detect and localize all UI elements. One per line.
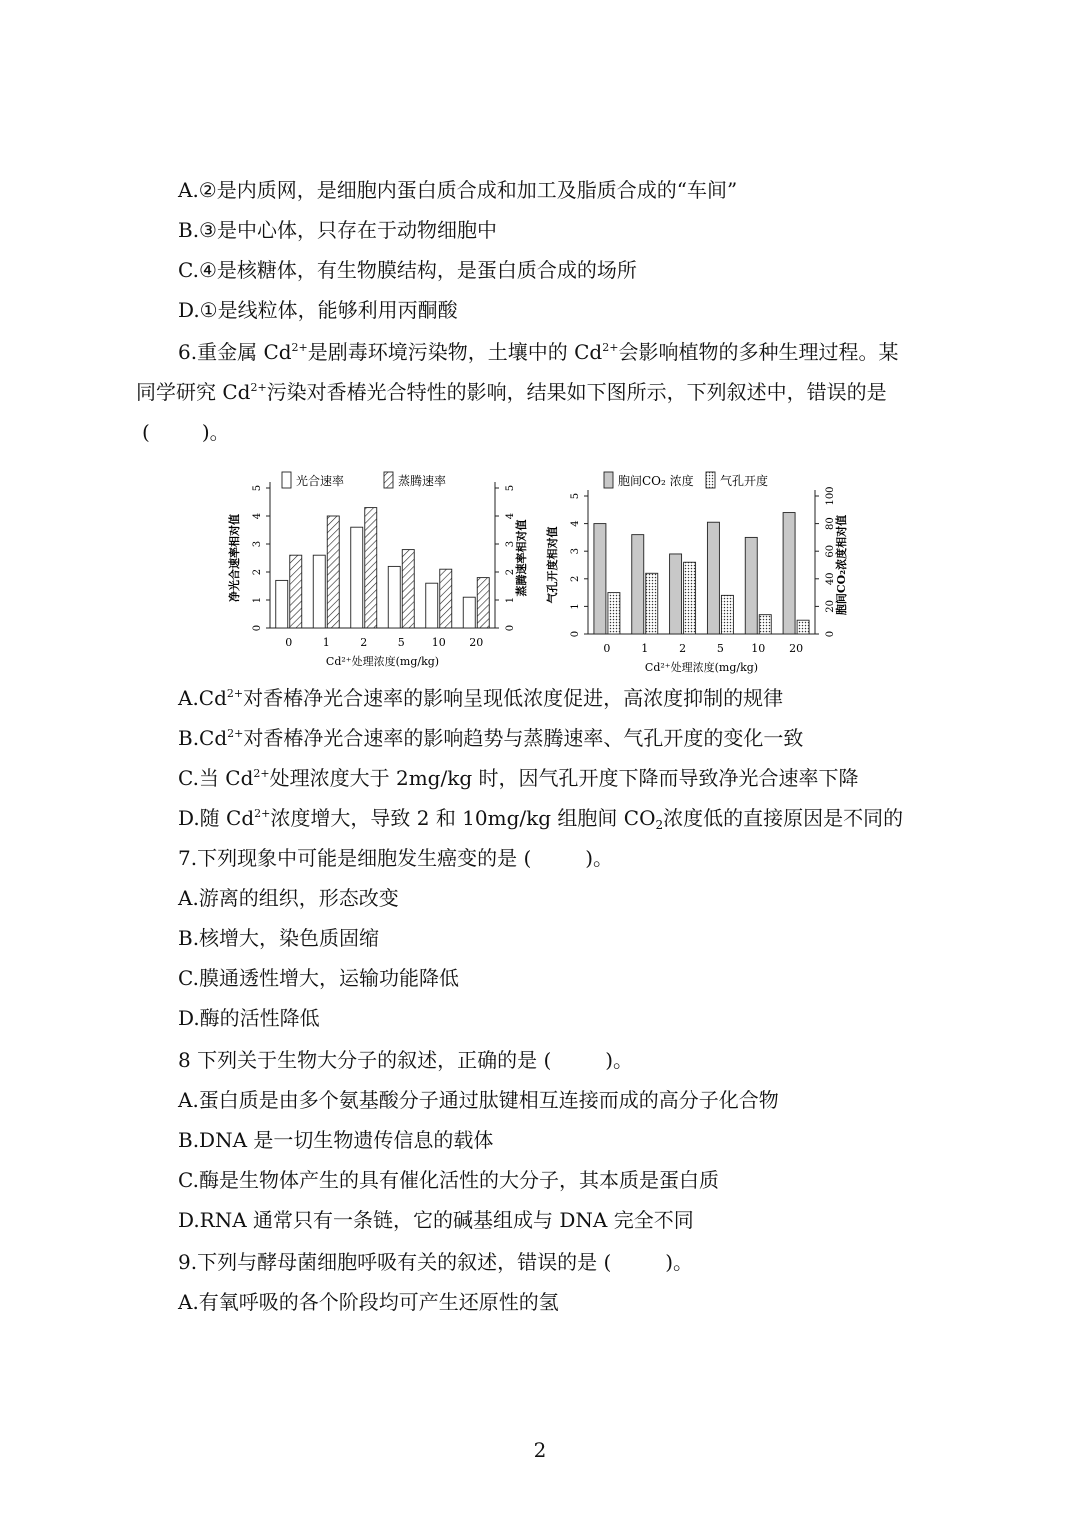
chart2-right-tick-label: 40 — [825, 572, 836, 586]
chart2-right-tick-label: 20 — [825, 600, 836, 613]
q5-option-b: B.③是中心体，只存在于动物细胞中 — [178, 218, 497, 242]
q9-option-a: A.有氧呼吸的各个阶段均可产生还原性的氢 — [178, 1290, 559, 1314]
q8-option-b: B.DNA 是一切生物遗传信息的载体 — [178, 1128, 494, 1152]
chart1-bar-open — [426, 583, 438, 628]
chart1-bar-hatch — [365, 508, 377, 628]
chart1-bar-open — [388, 566, 400, 628]
q6-answer-blank: ( )。 — [142, 420, 230, 444]
chart1-right-tick-label: 4 — [505, 512, 516, 520]
q8-option-c: C.酶是生物体产生的具有催化活性的大分子，其本质是蛋白质 — [178, 1168, 719, 1192]
q8-option-d: D.RNA 通常只有一条链，它的碱基组成与 DNA 完全不同 — [178, 1208, 694, 1232]
chart1-y-left-label: 净光合速率相对值 — [228, 514, 241, 602]
chart1-bar-hatch — [440, 569, 452, 628]
q9-stem: 9.下列与酵母菌细胞呼吸有关的叙述，错误的是 ( )。 — [178, 1250, 694, 1274]
chart1-bar-hatch — [290, 555, 302, 628]
chart2-bar-dots — [608, 593, 620, 634]
chart1-left-tick-label: 0 — [252, 624, 263, 632]
chart2-y-right-label: 胞间CO₂浓度相对值 — [835, 514, 848, 616]
chart2-legend-label: 气孔开度 — [720, 474, 769, 488]
q6-figure — [228, 462, 868, 674]
chart1-left-tick-label: 3 — [252, 540, 263, 548]
chart1-bar-open — [313, 555, 325, 628]
chart1-right-tick-label: 5 — [505, 484, 516, 492]
chart1-y-right-label: 蒸腾速率相对值 — [515, 519, 528, 597]
chart2-right-tick-label: 60 — [825, 544, 836, 558]
chart2-left-tick-label: 0 — [570, 630, 581, 638]
chart1-right-tick-label: 1 — [505, 596, 516, 604]
q7-option-d: D.酶的活性降低 — [178, 1006, 320, 1030]
chart2-bar-gray — [632, 535, 644, 634]
q8-option-a: A.蛋白质是由多个氨基酸分子通过肽键相互连接而成的高分子化合物 — [178, 1088, 779, 1112]
chart2-left-tick-label: 5 — [570, 492, 581, 500]
chart1-category-label: 20 — [469, 636, 484, 649]
chart2-right-tick-label: 100 — [825, 486, 836, 506]
chart1-category-label: 1 — [322, 636, 330, 649]
chart2-left-tick-label: 2 — [570, 575, 581, 582]
q6-stem-line1: 6.重金属 $Cd^{2+}$是剧毒环境污染物，土壤中的 $Cd^{2+}$会影响植物的多种生理过程。某 — [178, 340, 899, 364]
q5-option-c: C.④是核糖体，有生物膜结构，是蛋白质合成的场所 — [178, 258, 637, 282]
q8-stem: 8 下列关于生物大分子的叙述，正确的是 ( )。 — [178, 1048, 634, 1072]
q6-charts — [228, 462, 868, 674]
q7-stem: 7.下列现象中可能是细胞发生癌变的是 ( )。 — [178, 846, 614, 870]
q6-stem-line2: 同学研究 $Cd^{2+}$污染对香椿光合特性的影响，结果如下图所示，下列叙述中，错误的是 — [136, 380, 887, 404]
chart2-left-tick-label: 4 — [570, 520, 581, 527]
chart1-left-tick-label: 1 — [252, 596, 263, 604]
chart1-left-tick-label: 2 — [252, 568, 263, 576]
chart2-bar-dots — [797, 620, 809, 634]
chart2-bar-dots — [759, 615, 771, 634]
chart2-legend-swatch — [604, 472, 613, 488]
chart2-legend-label: 胞间CO₂ 浓度 — [618, 474, 694, 488]
chart2-category-label: 20 — [789, 642, 804, 655]
chart2-category-label: 10 — [751, 642, 766, 655]
chart2-bar-dots — [646, 573, 658, 634]
chart2-bar-dots — [684, 562, 696, 634]
chart1-legend-swatch — [384, 472, 393, 488]
chart2-bar-gray — [670, 554, 682, 634]
q7-option-b: B.核增大，染色质固缩 — [178, 926, 380, 950]
chart1-bar-hatch — [402, 550, 414, 628]
q7-option-a: A.游离的组织，形态改变 — [178, 886, 399, 910]
chart2-bar-gray — [707, 522, 719, 634]
chart2-legend-swatch — [706, 472, 715, 488]
chart1-category-label: 10 — [431, 636, 446, 649]
chart2-bar-dots — [721, 595, 733, 634]
chart2-right-tick-label: 80 — [825, 517, 836, 530]
chart1-x-label: Cd²⁺处理浓度(mg/kg) — [325, 655, 440, 668]
q5-option-d: D.①是线粒体，能够利用丙酮酸 — [178, 298, 458, 322]
page-number: 2 — [533, 1438, 547, 1462]
chart2-right-tick-label: 0 — [825, 630, 836, 638]
chart1-right-tick-label: 3 — [505, 540, 516, 548]
chart1-bar-hatch — [327, 516, 339, 628]
chart1-right-tick-label: 2 — [505, 568, 516, 576]
chart1-left-tick-label: 4 — [252, 512, 263, 520]
chart1-bar-open — [463, 597, 475, 628]
chart1-bar-open — [351, 527, 363, 628]
chart1-category-label: 5 — [397, 636, 405, 649]
chart2-left-tick-label: 1 — [570, 603, 581, 610]
q7-option-c: C.膜通透性增大，运输功能降低 — [178, 966, 459, 990]
q6-option-c: C.当 $Cd^{2+}$处理浓度大于 2mg/kg 时，因气孔开度下降而导致净光合速率下降 — [178, 766, 859, 790]
q6-option-a: $A.Cd^{2+}$对香椿净光合速率的影响呈现低浓度促进，高浓度抑制的规律 — [178, 686, 784, 710]
chart1-left-tick-label: 5 — [252, 484, 263, 492]
chart2-category-label: 5 — [716, 642, 724, 655]
chart2-category-label: 1 — [641, 642, 649, 655]
chart1-category-label: 0 — [285, 636, 293, 649]
q5-option-a: A.②是内质网，是细胞内蛋白质合成和加工及脂质合成的“车间” — [178, 178, 738, 202]
chart2-left-tick-label: 3 — [570, 548, 581, 555]
chart1-category-label: 2 — [360, 636, 368, 649]
chart2-category-label: 2 — [679, 642, 687, 655]
chart1-right-tick-label: 0 — [505, 624, 516, 632]
chart1-bar-open — [276, 580, 288, 628]
chart1-legend-label: 蒸腾速率 — [398, 474, 447, 488]
chart1-legend-label: 光合速率 — [296, 474, 345, 488]
chart2-category-label: 0 — [603, 642, 611, 655]
chart2-bar-gray — [745, 537, 757, 634]
chart2-y-left-label: 气孔开度相对值 — [546, 526, 559, 604]
q6-option-d: D.随 $Cd^{2+}$浓度增大，导致 2 和 10mg/kg 组胞间 $CO_2$浓度低的直接原因是不同的 — [178, 806, 904, 832]
chart2-bar-gray — [783, 513, 795, 634]
chart1-legend-swatch — [282, 472, 291, 488]
chart2-bar-gray — [594, 524, 606, 634]
chart1-bar-hatch — [477, 578, 489, 628]
q6-option-b: $B.Cd^{2+}$对香椿净光合速率的影响趋势与蒸腾速率、气孔开度的变化一致 — [178, 726, 804, 750]
chart2-x-label: Cd²⁺处理浓度(mg/kg) — [644, 661, 759, 674]
